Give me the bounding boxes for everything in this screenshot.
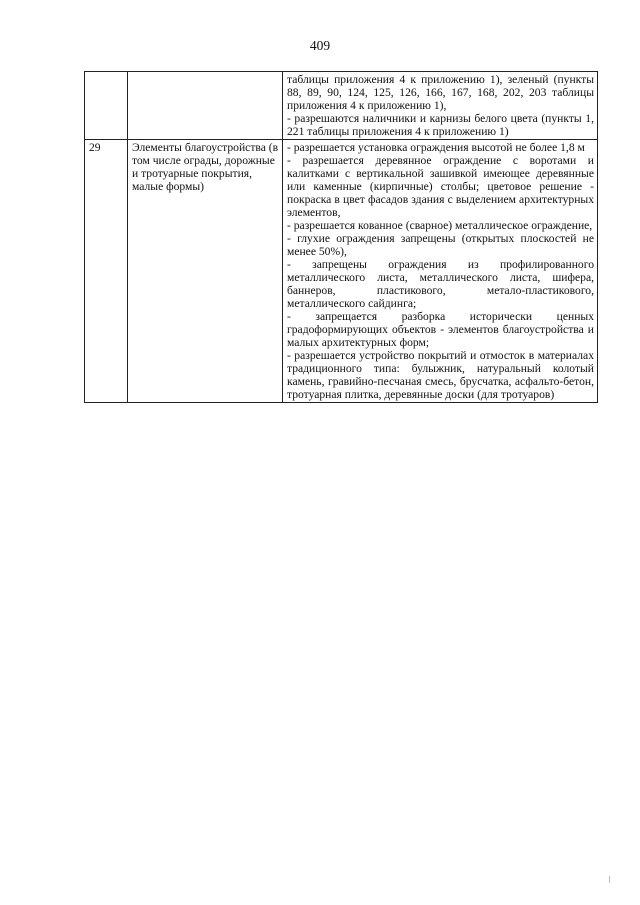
row-number-cell [85,140,128,403]
requirement-item: - глухие ограждения запрещены (открытых плоскостей не менее 50%), [287,232,594,258]
row-number-cell [85,72,128,140]
table-row [85,72,598,140]
row-number: 29 [89,141,101,154]
element-name-cell [128,72,283,140]
requirement-item: - разрешается устройство покрытий и отмосток в материалах традиционного типа: булыжник, натуральный колотый камень, гравийно-песчаная смесь, брусчатка, асфальто-бетон, тротуарная плитка, деревянные доски (для тротуаров) [287,349,594,401]
requirement-item: - разрешается кованное (сварное) металлическое ограждение, [287,219,593,232]
element-name-cell [128,140,283,403]
requirement-item: - разрешается деревянное ограждение с воротами и калитками с вертикальной зашивкой имеющее деревянные или каменные (кирпичные) столбы; цветовое решение - покраска в цвет фасадов здания с выделением архитектурных элементов, [287,154,594,219]
scan-mark [609,876,610,883]
table-row [85,140,598,403]
requirements-table [84,71,598,403]
element-name: Элементы благоустройства (в том числе ограды, дорожные и тротуарные покрытия, малые формы) [132,141,279,193]
requirement-item: - запрещены ограждения из профилированного металлического листа, металлического листа, шифера, баннеров, пластикового, метало-пластикового, металлического сайдинга; [287,258,594,310]
page-number: 409 [309,38,331,53]
requirements-cell [283,140,598,403]
requirement-item: таблицы приложения 4 к приложению 1), зеленый (пункты 88, 89, 90, 124, 125, 126, 166, 167, 168, 202, 203 таблицы приложения 4 к приложению 1), [287,73,594,112]
requirements-cell [283,72,598,140]
requirement-item: - запрещается разборка исторически ценных градоформирующих объектов - элементов благоустройства и малых архитектурных форм; [287,310,594,349]
requirement-item: - разрешаются наличники и карнизы белого цвета (пункты 1, 221 таблицы приложения 4 к приложению 1) [287,112,594,138]
requirement-item: - разрешается установка ограждения высотой не более 1,8 м [287,141,585,154]
